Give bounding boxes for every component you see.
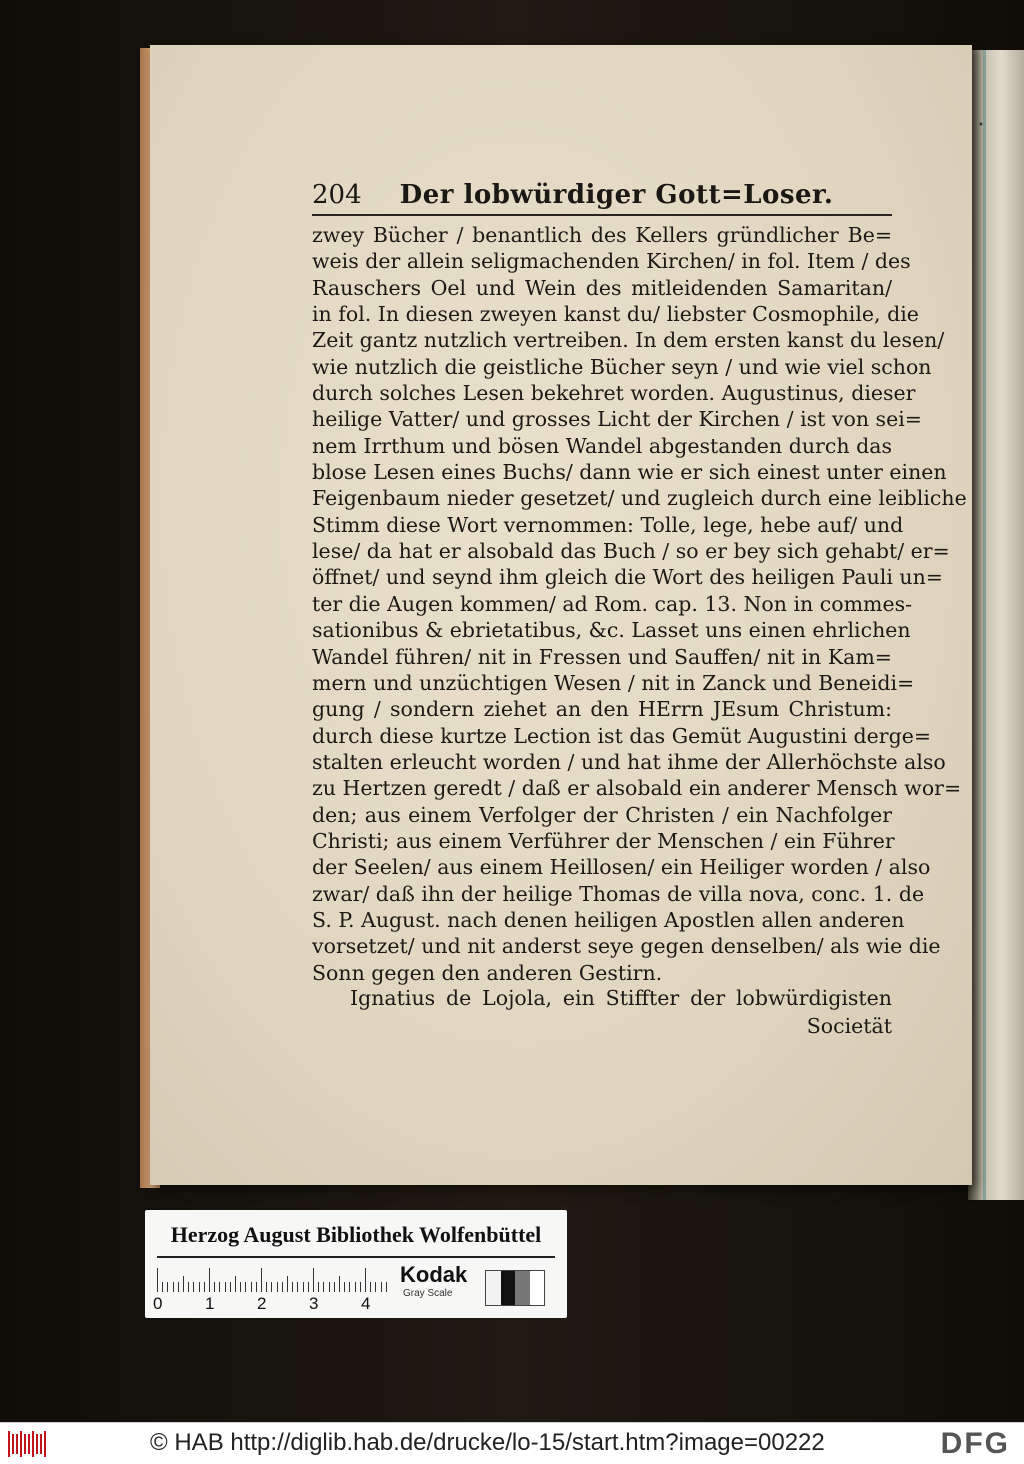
text-line: sationibus & ebrietatibus, &c. Lasset uns einen ehrlichen: [312, 618, 911, 643]
barcode-bar: [20, 1431, 22, 1457]
text-line: zwey Bücher / benantlich des Kellers gründlicher Be=: [312, 223, 892, 247]
ruler-tick: [256, 1282, 257, 1292]
viewer-footer: [0, 1422, 1024, 1464]
ruler-tick: [209, 1268, 210, 1292]
ruler-number: 2: [257, 1294, 267, 1313]
ruler-tick: [167, 1282, 168, 1292]
text-line: weis der allein seligmachenden Kirchen/ in fol. Item / des: [312, 249, 911, 274]
ruler-tick: [292, 1282, 293, 1292]
library-name: Herzog August Bibliothek Wolfenbüttel: [170, 1222, 542, 1247]
text-line: lese/ da hat er alsobald das Buch / so er bey sich gehabt/ er=: [312, 539, 950, 564]
ruler-tick: [219, 1282, 220, 1292]
target-rule: [157, 1256, 555, 1258]
text-line: zu Hertzen geredt / daß er alsobald ein anderer Mensch wor=: [312, 776, 962, 801]
ruler-tick: [214, 1282, 215, 1292]
ruler-tick: [349, 1282, 350, 1292]
ruler-tick: [199, 1282, 200, 1292]
text-line: Rauschers Oel und Wein des mitleidenden Samaritan/: [312, 275, 892, 300]
ruler-tick: [313, 1268, 314, 1292]
ruler-tick: [240, 1282, 241, 1292]
ruler-tick: [339, 1276, 340, 1292]
gray-swatch: [501, 1271, 516, 1305]
text-line: durch diese kurtze Lection ist das Gemüt Augustini derge=: [312, 723, 932, 748]
copyright-url[interactable]: © HAB http://diglib.hab.de/drucke/lo-15/start.htm?image=00222: [150, 1429, 825, 1456]
ruler-tick: [230, 1282, 231, 1292]
measurement-ruler: [157, 1268, 387, 1292]
text-line: Christi; aus einem Verführer der Menschen / ein Führer: [312, 828, 895, 853]
ruler-tick: [318, 1282, 319, 1292]
page-edge-line: [983, 50, 986, 1200]
barcode-bar: [36, 1434, 38, 1454]
ruler-tick: [297, 1282, 298, 1292]
page-number: 204: [312, 180, 362, 210]
ruler-tick: [365, 1268, 366, 1292]
dfg-logo: DFG: [940, 1427, 1010, 1460]
ruler-tick: [355, 1282, 356, 1292]
barcode-bar: [16, 1434, 18, 1454]
ruler-tick: [375, 1282, 376, 1292]
ruler-tick: [334, 1282, 335, 1292]
hab-logo-icon: [8, 1431, 50, 1457]
ruler-tick: [370, 1282, 371, 1292]
text-line: Wandel führen/ nit in Fressen und Sauffen/ nit in Kam=: [312, 644, 892, 669]
running-title: Der lobwürdiger Gott=Loser.: [399, 180, 834, 210]
page-mark: •: [978, 120, 984, 131]
text-line: der Seelen/ aus einem Heillosen/ ein Heiliger worden / also: [312, 855, 931, 880]
section-heading-line: Societät: [806, 1014, 892, 1038]
head-rule: [312, 214, 892, 216]
text-line: Sonn gegen den anderen Gestirn.: [312, 960, 663, 985]
text-line: öffnet/ und seynd ihm gleich die Wort des heiligen Pauli un=: [312, 565, 943, 590]
ruler-tick: [225, 1282, 226, 1292]
ruler-tick: [360, 1282, 361, 1292]
text-line: zwar/ daß ihn der heilige Thomas de villa nova, conc. 1. de: [312, 881, 925, 906]
gray-swatch: [530, 1271, 545, 1305]
ruler-tick: [266, 1282, 267, 1292]
ruler-tick: [188, 1282, 189, 1292]
ruler-tick: [204, 1282, 205, 1292]
text-line: Feigenbaum nieder gesetzet/ und zugleich durch eine leibliche: [312, 486, 967, 511]
text-line: blose Lesen eines Buchs/ dann wie er sich einest unter einen: [312, 460, 947, 485]
barcode-bar: [8, 1431, 10, 1457]
ruler-number: 0: [153, 1294, 163, 1313]
text-line: mern und unzüchtigen Wesen / nit in Zanck und Beneidi=: [312, 670, 915, 695]
ruler-tick: [271, 1282, 272, 1292]
ruler-tick: [386, 1282, 387, 1292]
body-text: [312, 222, 967, 986]
barcode-bar: [28, 1434, 30, 1454]
text-line: gung / sondern ziehet an den HErrn JEsum Christum:: [312, 697, 892, 722]
ruler-tick: [282, 1282, 283, 1292]
text-line: stalten erleucht worden / und hat ihme der Allerhöchste also: [312, 749, 946, 774]
text-line: heilige Vatter/ und grosses Licht der Kirchen / ist von sei=: [312, 407, 922, 432]
gray-swatch: [515, 1271, 530, 1305]
ruler-tick: [183, 1276, 184, 1292]
barcode-bar: [24, 1434, 26, 1454]
barcode-bar: [44, 1431, 46, 1457]
barcode-bar: [12, 1434, 14, 1454]
text-line: in fol. In diesen zweyen kanst du/ liebster Cosmophile, die: [312, 302, 919, 327]
kodak-logo: Kodak: [400, 1262, 468, 1287]
color-target-card: [145, 1210, 567, 1318]
ruler-tick: [308, 1282, 309, 1292]
gray-swatch: [486, 1271, 501, 1305]
ruler-tick: [235, 1276, 236, 1292]
ruler-tick: [329, 1282, 330, 1292]
text-line: wie nutzlich die geistliche Bücher seyn / und wie viel schon: [312, 354, 932, 379]
ruler-tick: [173, 1282, 174, 1292]
ruler-number: 1: [205, 1294, 215, 1313]
ruler-tick: [344, 1282, 345, 1292]
running-head: [312, 170, 892, 210]
ruler-tick: [261, 1268, 262, 1292]
text-line: Stimm diese Wort vernommen: Tolle, lege, hebe auf/ und: [312, 512, 904, 537]
ruler-tick: [162, 1282, 163, 1292]
ruler-tick: [303, 1282, 304, 1292]
ruler-tick: [287, 1276, 288, 1292]
gray-scale-label: Gray Scale: [403, 1288, 453, 1299]
section-heading: [350, 984, 892, 1040]
ruler-tick: [193, 1282, 194, 1292]
ruler-tick: [381, 1282, 382, 1292]
ruler-tick: [251, 1282, 252, 1292]
ruler-tick: [277, 1282, 278, 1292]
text-line: nem Irrthum und bösen Wandel abgestanden durch das: [312, 433, 892, 458]
ruler-number: 3: [309, 1294, 319, 1313]
adjacent-page-edges: [968, 50, 1024, 1200]
barcode-bar: [40, 1434, 42, 1454]
ruler-number: 4: [361, 1294, 371, 1313]
text-line: vorsetzet/ und nit anderst seye gegen denselben/ als wie die: [312, 934, 941, 959]
text-line: den; aus einem Verfolger der Christen / ein Nachfolger: [312, 802, 892, 827]
ruler-tick: [323, 1282, 324, 1292]
ruler-tick: [245, 1282, 246, 1292]
text-line: Zeit gantz nutzlich vertreiben. In dem ersten kanst du lesen/: [312, 328, 945, 353]
ruler-numbers: [153, 1294, 397, 1314]
ruler-tick: [157, 1268, 158, 1292]
text-line: ter die Augen kommen/ ad Rom. cap. 13. Non in commes-: [312, 591, 913, 616]
gray-swatches: [485, 1270, 545, 1306]
text-line: durch solches Lesen bekehret worden. Augustinus, dieser: [312, 381, 916, 406]
text-line: S. P. August. nach denen heiligen Apostlen allen anderen: [312, 907, 905, 932]
ruler-tick: [178, 1282, 179, 1292]
section-heading-line: Ignatius de Lojola, ein Stiffter der lobwürdigisten: [350, 986, 892, 1010]
barcode-bar: [32, 1431, 34, 1457]
